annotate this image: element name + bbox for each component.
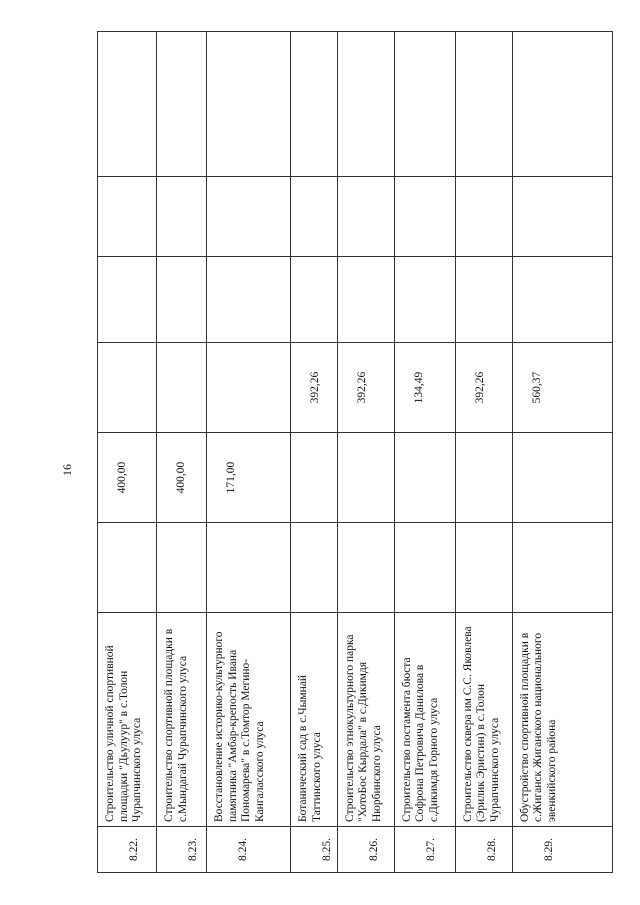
value-cell: [337, 523, 394, 613]
value-cell: [98, 257, 157, 343]
value-cell: [394, 257, 455, 343]
budget-table: [97, 31, 613, 873]
value-cell: 392,26: [291, 343, 338, 433]
value-cell: [394, 32, 455, 177]
table-row: [512, 32, 612, 873]
value-cell: [512, 177, 612, 257]
value-cell: [207, 177, 291, 257]
value-cell: [394, 177, 455, 257]
value-cell: [337, 433, 394, 523]
value-cell: 134,49: [394, 343, 455, 433]
value-cell: 392,26: [455, 343, 512, 433]
value-cell: [512, 32, 612, 177]
row-number: 8.27.: [394, 827, 455, 873]
value-cell: [98, 523, 157, 613]
table-row: [207, 32, 291, 873]
table-row: [337, 32, 394, 873]
project-name: Ботанический сад в с.Чымнай Таттинского улуса: [291, 613, 338, 827]
value-cell: [512, 433, 612, 523]
value-cell: [394, 433, 455, 523]
table-row: [157, 32, 207, 873]
value-cell: [512, 257, 612, 343]
value-cell: [512, 523, 612, 613]
value-cell: [455, 257, 512, 343]
value-cell: [98, 177, 157, 257]
value-cell: [207, 32, 291, 177]
value-cell: [455, 523, 512, 613]
project-name: Строительство уличной спортивной площадки "Дьулуур" в с.Толон Чурапчинского улуса: [98, 613, 157, 827]
project-name: Восстановление историко-культурного памятника "Амбар-крепость Ивана Пономарева" в с.Томтор Мегино-Кангаласского улуса: [207, 613, 291, 827]
value-cell: [157, 523, 207, 613]
project-name: Обустройство спортивной площадки в с.Жиганск Жиганского национального эвенкийского района: [512, 613, 612, 827]
value-cell: [157, 32, 207, 177]
budget-table-wrapper: [97, 32, 602, 873]
project-name: Строительство спортивной площадки в с.Мындагай Чурапчинского улуса: [157, 613, 207, 827]
row-number: 8.28.: [455, 827, 512, 873]
row-number: 8.26.: [337, 827, 394, 873]
value-cell: 392,26: [337, 343, 394, 433]
project-name: Строительство сквера им С.С. Яковлева (Эрилик Эристин) в с.Толон Чурапчинского улуса: [455, 613, 512, 827]
value-cell: [455, 32, 512, 177]
value-cell: [337, 32, 394, 177]
row-number: 8.22.: [98, 827, 157, 873]
value-cell: 171,00: [207, 433, 291, 523]
value-cell: [394, 523, 455, 613]
value-cell: [291, 177, 338, 257]
value-cell: [157, 177, 207, 257]
value-cell: [157, 343, 207, 433]
value-cell: [455, 177, 512, 257]
row-number: 8.29.: [512, 827, 612, 873]
row-number: 8.25.: [291, 827, 338, 873]
value-cell: [291, 523, 338, 613]
value-cell: [337, 257, 394, 343]
value-cell: [291, 32, 338, 177]
page-number: 16: [60, 464, 74, 476]
row-number: 8.24.: [207, 827, 291, 873]
value-cell: 560,37: [512, 343, 612, 433]
value-cell: [455, 433, 512, 523]
value-cell: [207, 257, 291, 343]
row-number: 8.23.: [157, 827, 207, 873]
table-row: [455, 32, 512, 873]
table-row: [98, 32, 157, 873]
value-cell: [98, 32, 157, 177]
value-cell: [207, 343, 291, 433]
table-row: [394, 32, 455, 873]
value-cell: 400,00: [157, 433, 207, 523]
project-name: Строительство постамента бюста Софрона Петровича Данилова в с.Дикимдя Горного улуса: [394, 613, 455, 827]
rotated-table-container: [97, 32, 602, 873]
project-name: Строительство этнокультурного парка "ХотоБос Кырдала" в с.Дикимдя Нюрбинского улуса: [337, 613, 394, 827]
table-row: [291, 32, 338, 873]
value-cell: [98, 343, 157, 433]
value-cell: [291, 433, 338, 523]
value-cell: 400,00: [98, 433, 157, 523]
value-cell: [337, 177, 394, 257]
value-cell: [291, 257, 338, 343]
value-cell: [207, 523, 291, 613]
value-cell: [157, 257, 207, 343]
